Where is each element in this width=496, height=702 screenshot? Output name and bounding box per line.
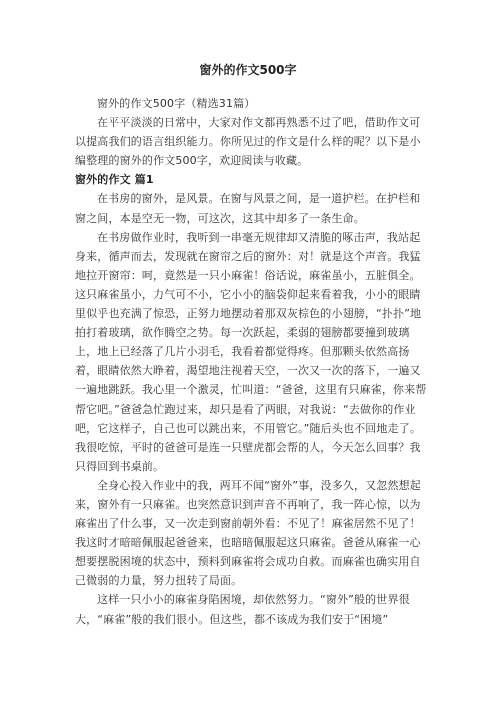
section-heading: 窗外的作文 篇1 (75, 173, 154, 187)
document-body (75, 94, 427, 629)
paragraph-2: 在书房做作业时，我听到一串毫无规律却又清脆的啄击声，我站起身来，循声而去，发现就在窗帘之后的窗外：对！就是这个声音。我猛地拉开窗帘：呵，竟然是一只小麻雀！俗话说，麻雀虽小，五脏俱全。这只麻雀虽小，力气可不小，它小小的脑袋仰起来看着我，小小的眼睛里似乎也充满了惊恐，正努力地摆动着那双灰棕色的小翅膀，“扑扑”地拍打着玻璃，欲作腾空之势。每一次跃起，柔弱的翅膀都要撞到玻璃上，地上已经落了几片小羽毛，我看着都觉得疼。但那颗头依然高扬着，眼睛依然大睁着，渴望地注视着天空，一次又一次的落下，一遍又一遍地跳跃。我心里一个激灵，忙叫道：“爸爸，这里有只麻雀，你来帮帮它吧。”爸爸急忙跑过来，却只是看了两眼，对我说：“去做你的作业吧，它这样子，自己也可以跳出来，不用管它。”随后头也不回地走了。我很吃惊，平时的爸爸可是连一只壁虎都会帮的人，今天怎么回事？我只得回到书桌前。 (75, 230, 427, 473)
document-title: 窗外的作文500字 (199, 63, 297, 77)
paragraph-4: 这样一只小小的麻雀身陷困境，却依然努力。“窗外”般的世界很大，“麻雀”般的我们很小。但这些，都不该成为我们安于“困境” (75, 593, 410, 626)
intro-paragraph: 在平平淡淡的日常中，大家对作文都再熟悉不过了吧，借助作文可以提高我们的语言组织能力。你所见过的作文是什么样的呢？以下是小编整理的窗外的作文500字，欢迎阅读与收藏。 (75, 116, 421, 168)
intro-line: 窗外的作文500字（精选31篇） (97, 97, 256, 110)
paragraph-1: 在书房的窗外，是风景。在窗与风景之间，是一道护栏。在护栏和窗之间，本是空无一物，可这次，这其中却多了一条生命。 (75, 192, 421, 225)
paragraph-3: 全身心投入作业中的我，两耳不闻“窗外”事，没多久，又忽然想起来，窗外有一只麻雀。也突然意识到声音不再响了，我一阵心惊，以为麻雀出了什么事，又一次走到窗前朝外看：不见了！麻雀居然不见了！我这时才暗暗佩服起爸爸来，也暗暗佩服起这只麻雀。爸爸从麻雀一心想要摆脱困境的状态中，预料到麻雀将会成功自救。而麻雀也确实用自己微弱的力量，努力扭转了局面。 (75, 478, 421, 588)
